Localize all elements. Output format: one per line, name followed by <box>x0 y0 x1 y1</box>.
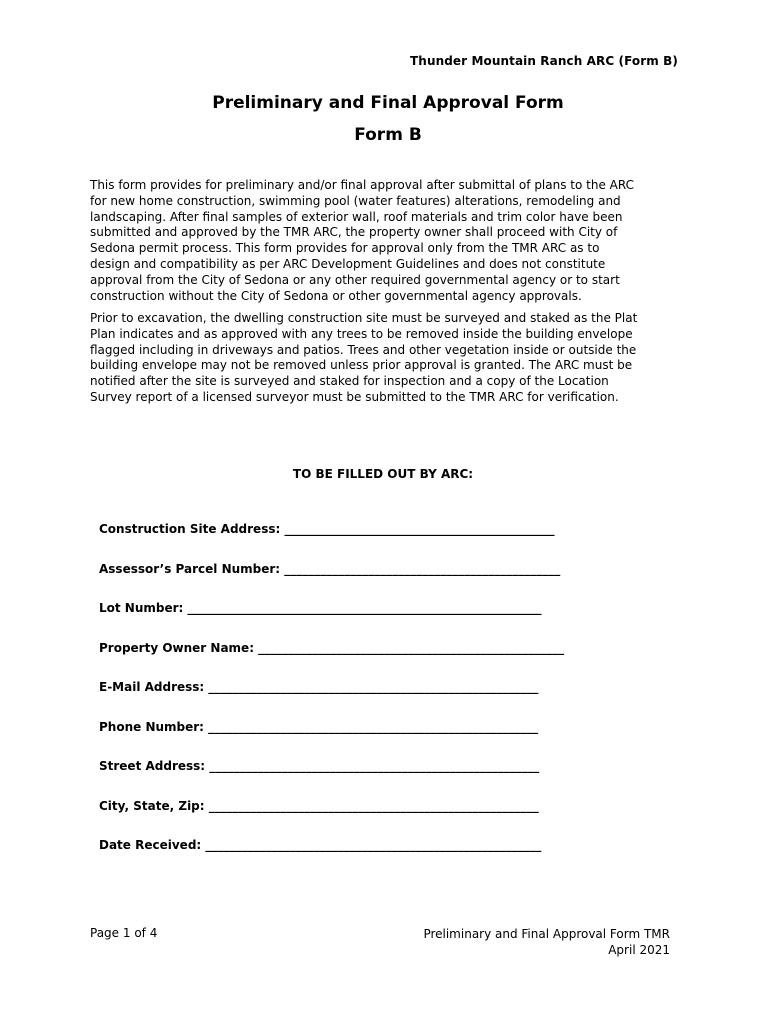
intro-paragraph: This form provides for preliminary and/or final approval after submittal of plans to the ARC for new home construction, swimming pool (water features) alterations, remodeling and landscaping. After final samples of exterior wall, roof materials and trim color have been submitted and approved by the TMR ARC, the property owner shall proceed with City of Sedona permit process. This form provides for approval only from the TMR ARC as to design and compatibility as per ARC Development Guidelines and does not constitute approval from the City of Sedona or any other required governmental agency or to start construction without the City of Sedona or other governmental agency approvals. <box>90 178 634 303</box>
footer-date: April 2021 <box>608 943 670 957</box>
arc-section-heading: TO BE FILLED OUT BY ARC: <box>292 467 474 481</box>
document-subtitle: Form B <box>354 125 422 145</box>
city-state-zip-field: City, State, Zip: _______________________________________________________ <box>99 799 539 813</box>
phone-number-field: Phone Number: _______________________________________________________ <box>99 720 539 734</box>
page-number: Page 1 of 4 <box>90 926 158 940</box>
running-header: Thunder Mountain Ranch ARC (Form B) <box>410 54 678 68</box>
excavation-paragraph: Prior to excavation, the dwelling construction site must be surveyed and staked as the Plat Plan indicates and as approved with any trees to be removed inside the building envelope flagged including in driveways and patios. Trees and other vegetation inside or outside the building envelope may not be removed unless prior approval is granted. The ARC must be notified after the site is surveyed and staked for inspection and a copy of the Location Survey report of a licensed surveyor must be submitted to the TMR ARC for verification. <box>90 311 638 404</box>
email-address-field: E-Mail Address: _______________________________________________________ <box>99 680 539 694</box>
street-address-field: Street Address: _______________________________________________________ <box>99 759 540 773</box>
construction-site-address-field: Construction Site Address: _____________________________________________ <box>99 522 555 536</box>
date-received-field: Date Received: ________________________________________________________ <box>99 838 542 852</box>
footer-form-info <box>423 926 670 958</box>
assessors-parcel-number-field: Assessor’s Parcel Number: ______________________________________________ <box>99 562 561 576</box>
footer-form-name: Preliminary and Final Approval Form TMR <box>423 927 670 941</box>
document-title: Preliminary and Final Approval Form <box>212 93 564 113</box>
property-owner-name-field: Property Owner Name: ___________________________________________________ <box>99 641 565 655</box>
lot-number-field: Lot Number: ___________________________________________________________ <box>99 601 542 615</box>
